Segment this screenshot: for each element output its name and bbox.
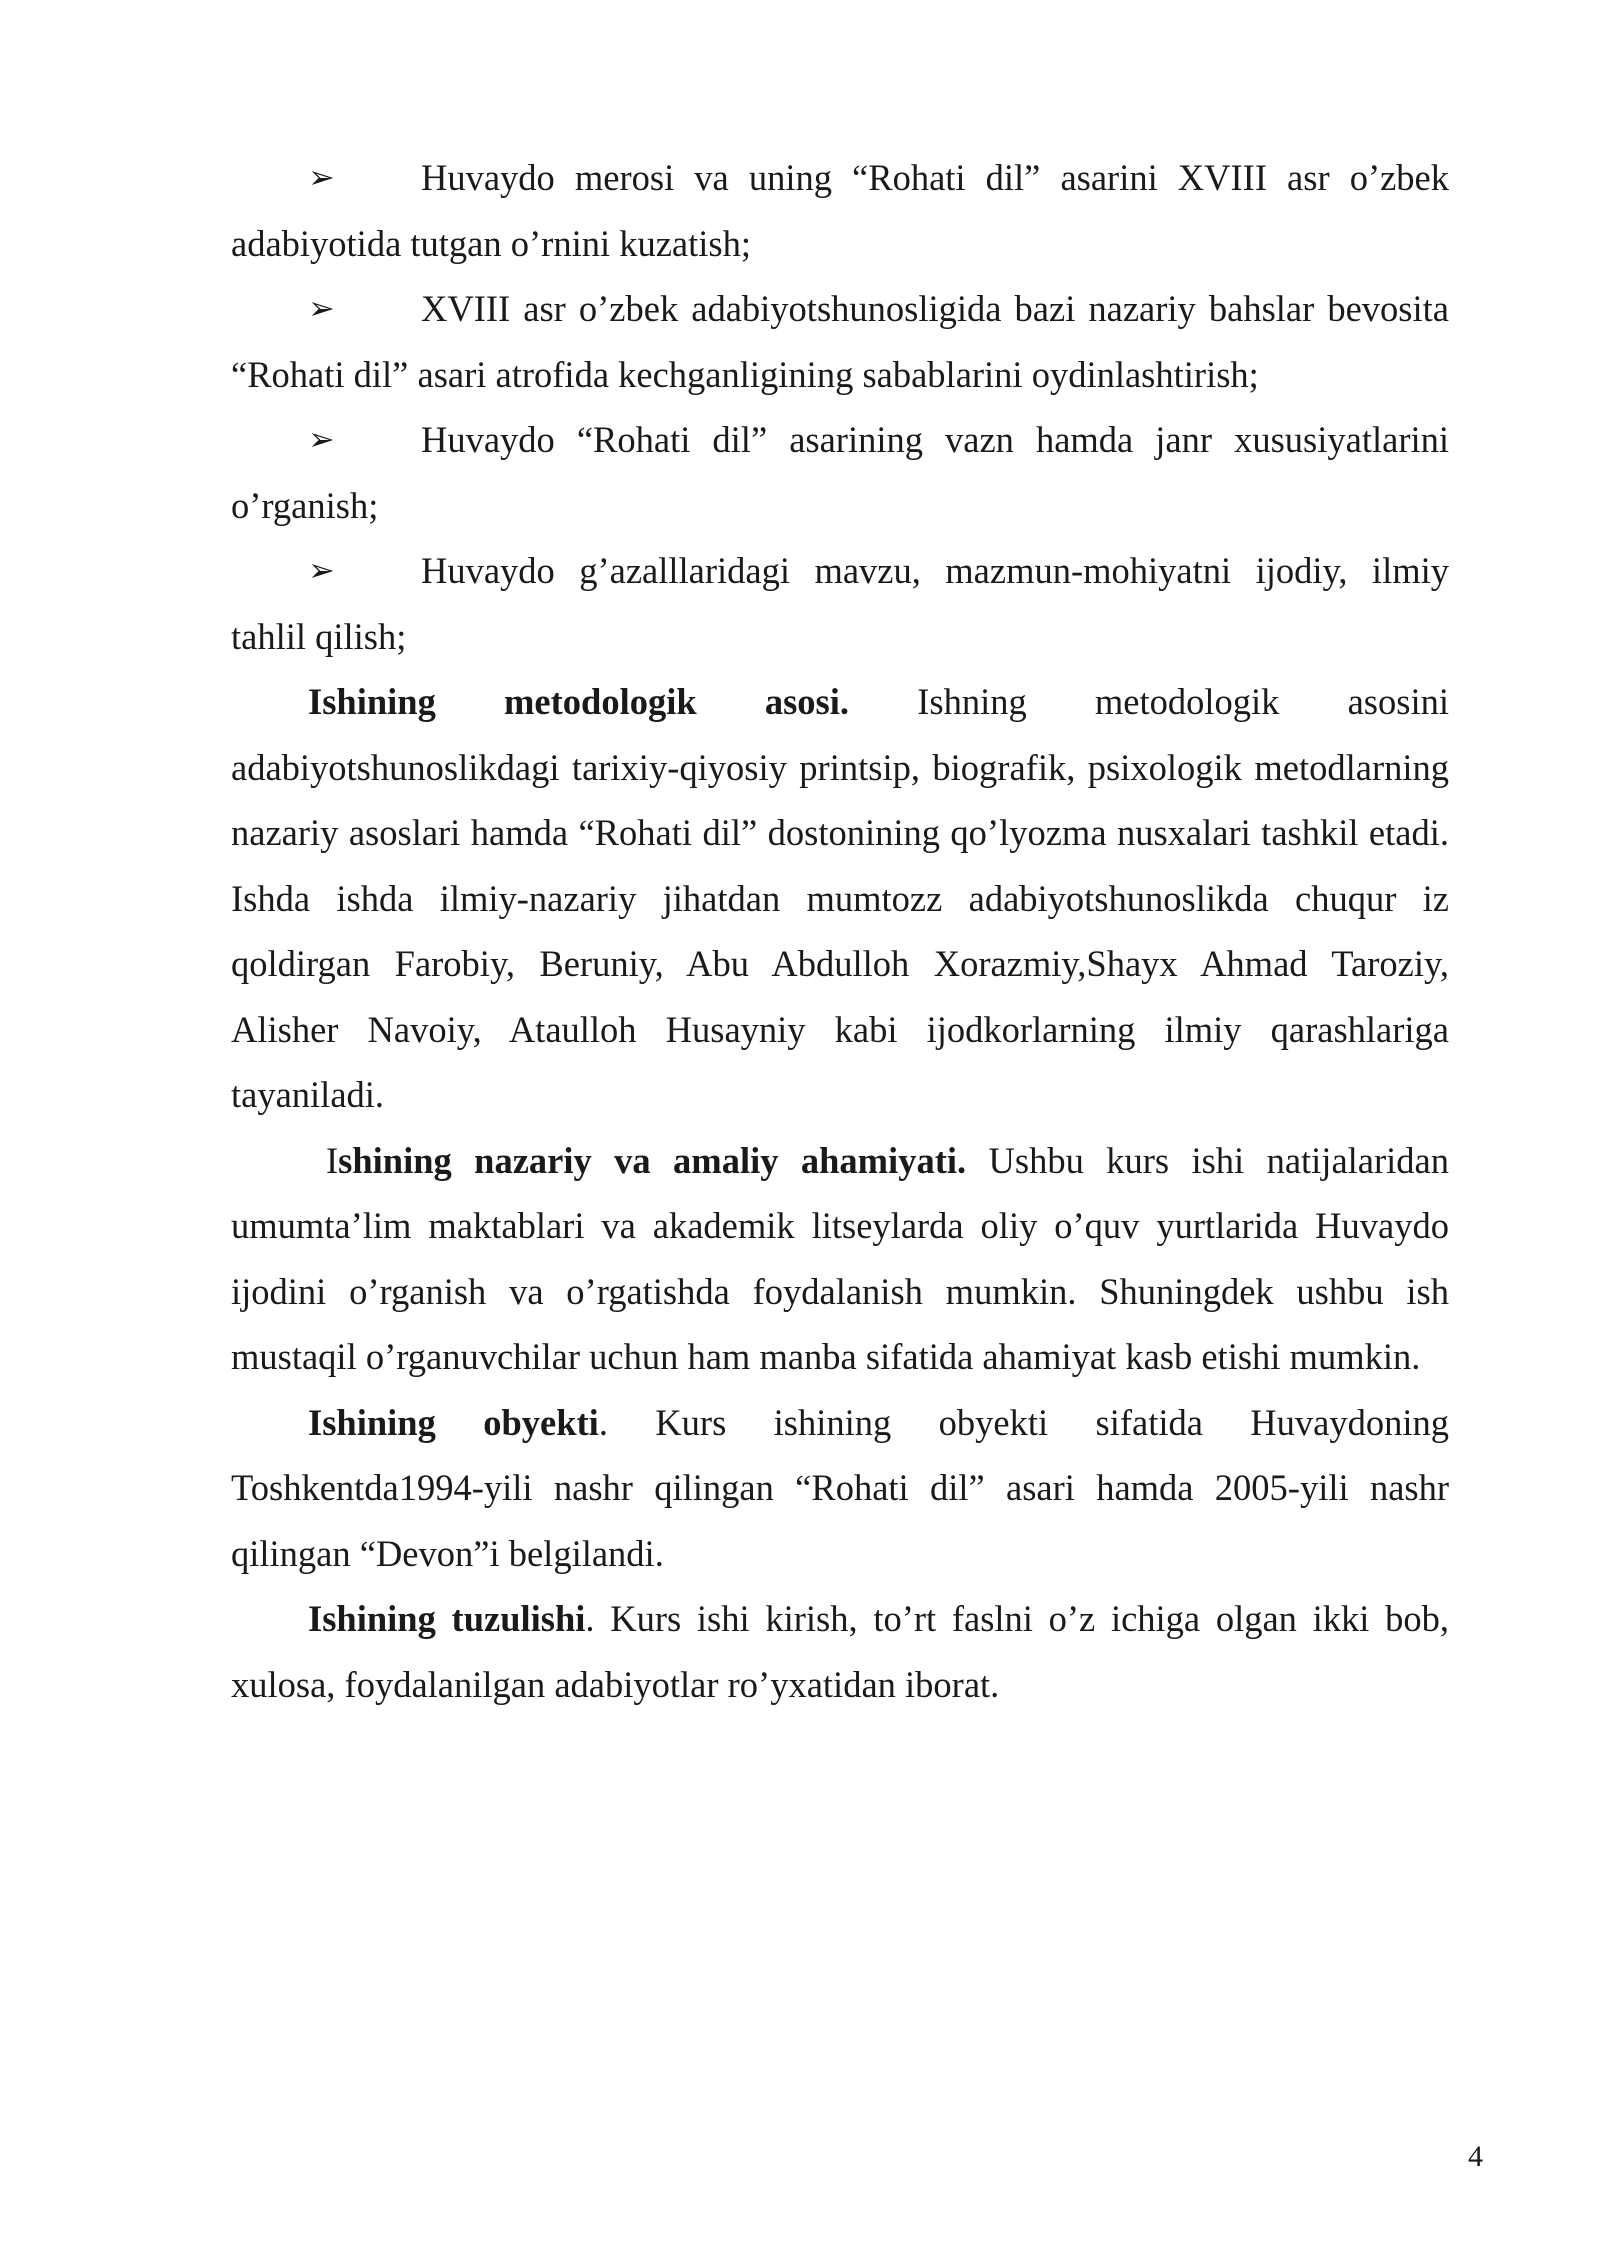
significance-heading: shining nazariy va amaliy ahamiyati. — [338, 1139, 967, 1181]
list-item — [231, 276, 1449, 407]
structure-paragraph — [231, 1586, 1449, 1717]
arrow-bullet-icon: ➢ — [308, 289, 335, 327]
methodology-paragraph — [231, 669, 1449, 1128]
bullet-text: Huvaydo merosi va uning “Rohati dil” asarini XVIII asr o’zbek adabiyotida tutgan o’rnini kuzatish; — [231, 157, 1449, 264]
bullet-text: Huvaydo g’azalllaridagi mavzu, mazmun-mohiyatni ijodiy, ilmiy tahlil qilish; — [231, 550, 1449, 657]
page-number: 4 — [1468, 2140, 1483, 2173]
object-paragraph — [231, 1390, 1449, 1587]
structure-heading: Ishining tuzulishi — [308, 1598, 586, 1639]
bullet-text: XVIII asr o’zbek adabiyotshunosligida bazi nazariy bahslar bevosita “Rohati dil” asari atrofida kechganligining sabablarini oydinlashtirish; — [231, 288, 1449, 395]
methodology-text: Ishning metodologik asosini adabiyotshunoslikdagi tarixiy-qiyosiy printsip, biografik, psixologik metodlarning nazariy asoslari hamda “Rohati dil” dostonining qo’lyozma nusxalari tashkil etadi. Ishda ishda ilmiy-nazariy jihatdan mumtozz adabiyotshunoslikda chuqur iz qoldirgan Farobiy, Beruniy, Abu Abdulloh Xorazmiy,Shayx Ahmad Taroziy, Alisher Navoiy, Ataulloh Husayniy kabi ijodkorlarning ilmiy qarashlariga tayaniladi. — [231, 681, 1449, 1115]
significance-paragraph — [231, 1128, 1449, 1390]
list-item — [231, 407, 1449, 538]
list-item — [231, 145, 1449, 276]
significance-heading-lead: I — [326, 1139, 339, 1181]
list-item — [231, 538, 1449, 669]
structure-text: . Kurs ishi kirish, to’rt faslni o’z ichiga olgan ikki bob, xulosa, foydalanilgan adabiyotlar ro’yxatidan iborat. — [231, 1598, 1449, 1705]
bullet-text: Huvaydo “Rohati dil” asarining vazn hamda janr xususiyatlarini o’rganish; — [231, 419, 1449, 526]
object-text: . Kurs ishining obyekti sifatida Huvaydoning Toshkentda1994-yili nashr qilingan “Rohati dil” asari hamda 2005-yili nashr qilingan “Devon”i belgilandi. — [231, 1401, 1449, 1574]
document-page — [231, 145, 1449, 1717]
methodology-heading: Ishining metodologik asosi. — [308, 681, 850, 722]
significance-text: Ushbu kurs ishi natijalaridan umumta’lim maktablari va akademik litseylarda oliy o’quv yurtlarida Huvaydo ijodini o’rganish va o’rgatishda foydalanish mumkin. Shuningdek ushbu ish mustaqil o’rganuvchilar uchun ham manba sifatida ahamiyat kasb etishi mumkin. — [231, 1139, 1449, 1377]
object-heading: Ishining obyekti — [308, 1401, 599, 1443]
arrow-bullet-icon: ➢ — [308, 420, 335, 458]
arrow-bullet-icon: ➢ — [308, 158, 335, 196]
arrow-bullet-icon: ➢ — [308, 551, 335, 589]
